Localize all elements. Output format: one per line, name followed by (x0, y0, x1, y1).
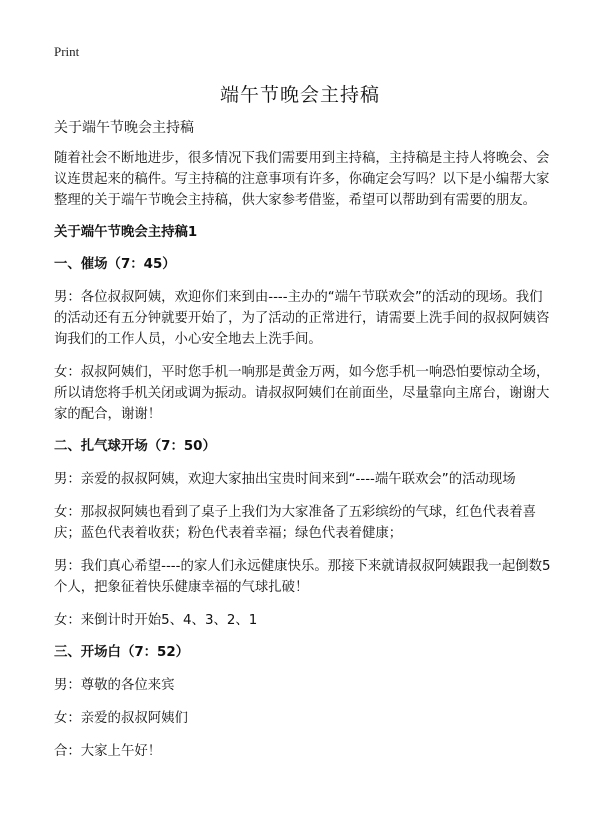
intro-paragraph: 随着社会不断地进步，很多情况下我们需要用到主持稿，主持稿是主持人将晚会、会议连贯起来的稿件。写主持稿的注意事项有许多，你确定会写吗？以下是小编帮大家整理的关于端午节晚会主持稿，供大家参考借鉴，希望可以帮助到有需要的朋友。 (54, 151, 550, 208)
dialogue-line: 合：大家上午好！ (54, 744, 162, 759)
section-heading: 三、开场白（7：52） (54, 645, 190, 660)
script-heading: 关于端午节晚会主持稿1 (54, 225, 198, 240)
intro-subtitle: 关于端午节晚会主持稿 (54, 120, 194, 136)
dialogue-line: 男：亲爱的叔叔阿姨，欢迎大家抽出宝贵时间来到“----端午联欢会”的活动现场 (54, 472, 516, 487)
document-body (54, 118, 554, 774)
dialogue-line: 女：叔叔阿姨们，平时您手机一响那是黄金万两，如今您手机一响恐怕要惊动全场，所以请您将手机关闭或调为振动。请叔叔阿姨们在前面坐，尽量靠向主席台，谢谢大家的配合，谢谢！ (54, 365, 550, 422)
section-heading: 二、扎气球开场（7：50） (54, 439, 216, 454)
dialogue-line: 女：那叔叔阿姨也看到了桌子上我们为大家准备了五彩缤纷的气球，红色代表着喜庆；蓝色代表着收获；粉色代表着幸福；绿色代表着健康； (54, 505, 537, 541)
document-title: 端午节晚会主持稿 (219, 84, 380, 106)
dialogue-line: 男：尊敬的各位来宾 (54, 678, 175, 693)
print-label: Print (54, 44, 80, 59)
section-heading: 一、催场（7：45） (54, 257, 176, 272)
dialogue-line: 女：亲爱的叔叔阿姨们 (54, 711, 188, 726)
dialogue-line: 男：我们真心希望----的家人们永远健康快乐。那接下来就请叔叔阿姨跟我一起倒数5个人，把象征着快乐健康幸福的气球扎破！ (54, 559, 551, 595)
dialogue-line: 女：来倒计时开始5、4、3、2、1 (54, 613, 258, 628)
dialogue-line: 男：各位叔叔阿姨，欢迎你们来到由----主办的“端午节联欢会”的活动的现场。我们的活动还有五分钟就要开始了，为了活动的正常进行，请需要上洗手间的叔叔阿姨咨询我们的工作人员，小心安全地去上洗手间。 (54, 290, 550, 347)
